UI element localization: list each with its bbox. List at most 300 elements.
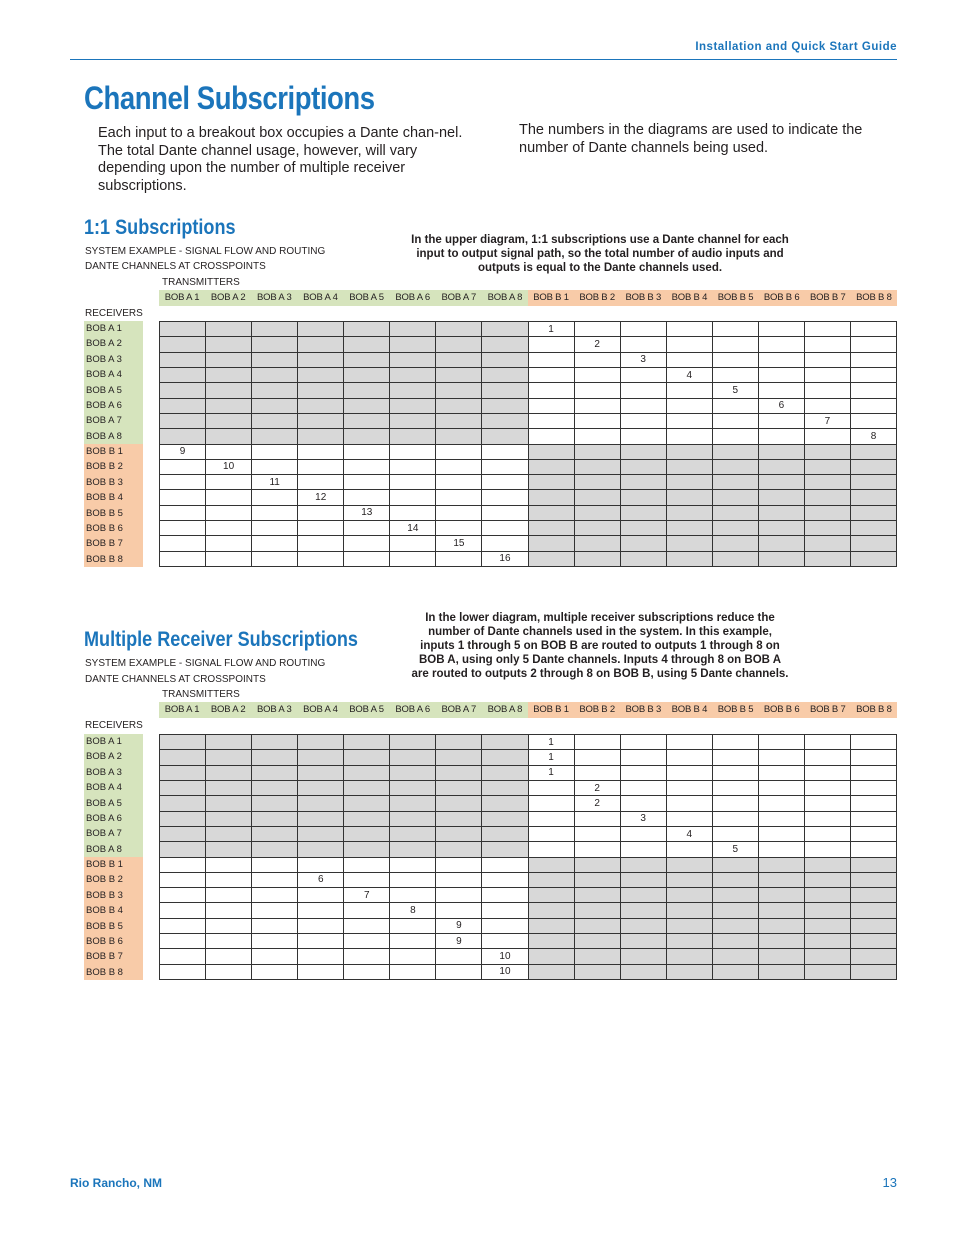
- crosspoint-cell: 4: [667, 368, 713, 383]
- crosspoint-cell: [252, 949, 298, 964]
- crosspoint-cell: [621, 383, 667, 398]
- crosspoint-cell: [713, 552, 759, 567]
- transmitter-header: BOB B 8: [851, 702, 897, 718]
- crosspoint-cell: [344, 750, 390, 765]
- crosspoint-cell: [851, 796, 897, 811]
- crosspoint-cell: [436, 445, 482, 460]
- transmitter-header: BOB A 3: [251, 702, 297, 718]
- crosspoint-cell: 9: [436, 919, 482, 934]
- crosspoint-cell: [621, 322, 667, 337]
- crosspoint-cell: [667, 796, 713, 811]
- crosspoint-cell: [344, 827, 390, 842]
- receiver-label: BOB B 3: [84, 475, 143, 490]
- crosspoint-cell: [298, 888, 344, 903]
- crosspoint-cell: [713, 414, 759, 429]
- crosspoint-cell: [160, 383, 206, 398]
- transmitter-header: BOB A 6: [390, 702, 436, 718]
- crosspoint-cell: [759, 506, 805, 521]
- diagram1-receiver-column: [84, 321, 143, 567]
- crosspoint-cell: [575, 383, 621, 398]
- crosspoint-cell: [482, 781, 528, 796]
- crosspoint-cell: [206, 735, 252, 750]
- receiver-label: BOB B 3: [84, 888, 143, 903]
- receiver-label: BOB A 8: [84, 429, 143, 444]
- crosspoint-cell: [713, 934, 759, 949]
- crosspoint-cell: [575, 445, 621, 460]
- crosspoint-cell: [160, 552, 206, 567]
- crosspoint-cell: [713, 827, 759, 842]
- crosspoint-cell: [344, 842, 390, 857]
- crosspoint-cell: [529, 919, 575, 934]
- crosspoint-cell: [713, 445, 759, 460]
- crosspoint-cell: [298, 812, 344, 827]
- crosspoint-cell: [759, 812, 805, 827]
- crosspoint-cell: 14: [390, 521, 436, 536]
- crosspoint-cell: [805, 536, 851, 551]
- crosspoint-cell: [805, 812, 851, 827]
- crosspoint-cell: [713, 399, 759, 414]
- crosspoint-cell: [482, 812, 528, 827]
- crosspoint-cell: [575, 414, 621, 429]
- crosspoint-cell: [160, 521, 206, 536]
- crosspoint-cell: [805, 490, 851, 505]
- crosspoint-cell: [805, 934, 851, 949]
- crosspoint-cell: [851, 766, 897, 781]
- crosspoint-cell: [667, 888, 713, 903]
- diagram2-heading: Multiple Receiver Subscriptions: [84, 628, 358, 651]
- crosspoint-cell: [805, 750, 851, 765]
- crosspoint-cell: [851, 827, 897, 842]
- crosspoint-cell: [805, 552, 851, 567]
- diagram1-matrix: [159, 321, 897, 567]
- crosspoint-cell: [621, 858, 667, 873]
- crosspoint-cell: [252, 399, 298, 414]
- crosspoint-cell: [298, 383, 344, 398]
- crosspoint-cell: 11: [252, 475, 298, 490]
- crosspoint-cell: [482, 934, 528, 949]
- receiver-label: BOB B 5: [84, 919, 143, 934]
- crosspoint-cell: [759, 750, 805, 765]
- crosspoint-cell: [160, 475, 206, 490]
- header-rule: [70, 59, 897, 60]
- crosspoint-cell: [529, 903, 575, 918]
- crosspoint-cell: [575, 842, 621, 857]
- crosspoint-cell: [667, 429, 713, 444]
- crosspoint-cell: [759, 965, 805, 980]
- transmitter-header: BOB B 2: [574, 290, 620, 306]
- crosspoint-cell: [298, 322, 344, 337]
- diagram2-system-example: SYSTEM EXAMPLE - SIGNAL FLOW AND ROUTING: [85, 658, 326, 669]
- crosspoint-cell: [160, 934, 206, 949]
- crosspoint-cell: 16: [482, 552, 528, 567]
- crosspoint-cell: [805, 322, 851, 337]
- transmitter-header: BOB B 3: [620, 290, 666, 306]
- crosspoint-cell: 2: [575, 781, 621, 796]
- crosspoint-cell: [344, 858, 390, 873]
- crosspoint-cell: [713, 536, 759, 551]
- crosspoint-cell: [390, 949, 436, 964]
- crosspoint-cell: [805, 368, 851, 383]
- crosspoint-cell: [759, 414, 805, 429]
- crosspoint-cell: [805, 873, 851, 888]
- crosspoint-cell: [436, 383, 482, 398]
- crosspoint-cell: [851, 383, 897, 398]
- crosspoint-cell: [482, 903, 528, 918]
- crosspoint-cell: [206, 903, 252, 918]
- crosspoint-cell: [851, 949, 897, 964]
- transmitter-header: BOB A 6: [390, 290, 436, 306]
- crosspoint-cell: [252, 842, 298, 857]
- crosspoint-cell: [529, 353, 575, 368]
- transmitter-header: BOB B 1: [528, 290, 574, 306]
- crosspoint-cell: [344, 460, 390, 475]
- crosspoint-cell: [621, 965, 667, 980]
- crosspoint-cell: [160, 506, 206, 521]
- crosspoint-cell: [436, 842, 482, 857]
- crosspoint-cell: [252, 735, 298, 750]
- intro-right: The numbers in the diagrams are used to indicate the number of Dante channels being used.: [519, 122, 863, 156]
- crosspoint-cell: [482, 766, 528, 781]
- diagram1-receivers-label: RECEIVERS: [85, 308, 143, 319]
- crosspoint-cell: [252, 873, 298, 888]
- crosspoint-cell: [529, 536, 575, 551]
- crosspoint-cell: [529, 399, 575, 414]
- crosspoint-cell: [436, 368, 482, 383]
- crosspoint-cell: [667, 475, 713, 490]
- crosspoint-cell: [298, 368, 344, 383]
- crosspoint-cell: [482, 490, 528, 505]
- crosspoint-cell: [206, 506, 252, 521]
- crosspoint-cell: [252, 414, 298, 429]
- crosspoint-cell: [298, 827, 344, 842]
- crosspoint-cell: [160, 750, 206, 765]
- transmitter-header: BOB B 1: [528, 702, 574, 718]
- crosspoint-cell: [436, 858, 482, 873]
- receiver-label: BOB B 4: [84, 490, 143, 505]
- crosspoint-cell: [851, 873, 897, 888]
- crosspoint-cell: [713, 858, 759, 873]
- crosspoint-cell: [252, 750, 298, 765]
- crosspoint-cell: [621, 337, 667, 352]
- crosspoint-cell: [713, 812, 759, 827]
- crosspoint-cell: [575, 429, 621, 444]
- crosspoint-cell: [206, 858, 252, 873]
- crosspoint-cell: [713, 750, 759, 765]
- crosspoint-cell: [805, 383, 851, 398]
- diagram2-note: In the lower diagram, multiple receiver subscriptions reduce the number of Dante channels used in the system. In this example, inputs 1 through 5 on BOB B are routed to outputs 1 through 8 on BOB A, using only 5 Dante channels. Inputs 4 through 8 on BOB A are routed to outputs 2 through 8 on BOB B, using 5 Dante channels.: [411, 612, 789, 680]
- crosspoint-cell: [390, 399, 436, 414]
- diagram1-system-example: SYSTEM EXAMPLE - SIGNAL FLOW AND ROUTING: [85, 246, 326, 257]
- crosspoint-cell: [805, 858, 851, 873]
- crosspoint-cell: [759, 521, 805, 536]
- crosspoint-cell: [252, 337, 298, 352]
- crosspoint-cell: [529, 521, 575, 536]
- crosspoint-cell: [160, 949, 206, 964]
- crosspoint-cell: [621, 903, 667, 918]
- crosspoint-cell: [344, 873, 390, 888]
- crosspoint-cell: [575, 750, 621, 765]
- transmitter-header: BOB A 1: [159, 702, 205, 718]
- receiver-label: BOB A 2: [84, 336, 143, 351]
- crosspoint-cell: [436, 475, 482, 490]
- crosspoint-cell: [206, 552, 252, 567]
- crosspoint-cell: [667, 460, 713, 475]
- crosspoint-cell: [252, 903, 298, 918]
- crosspoint-cell: [851, 414, 897, 429]
- crosspoint-cell: [344, 429, 390, 444]
- crosspoint-cell: [759, 919, 805, 934]
- crosspoint-cell: 8: [390, 903, 436, 918]
- crosspoint-cell: [482, 873, 528, 888]
- crosspoint-cell: [390, 873, 436, 888]
- crosspoint-cell: [575, 475, 621, 490]
- crosspoint-cell: [713, 873, 759, 888]
- crosspoint-cell: [298, 475, 344, 490]
- transmitter-header: BOB B 2: [574, 702, 620, 718]
- crosspoint-cell: [436, 429, 482, 444]
- crosspoint-cell: [298, 781, 344, 796]
- crosspoint-cell: [805, 919, 851, 934]
- transmitter-header: BOB A 2: [205, 702, 251, 718]
- crosspoint-cell: [805, 796, 851, 811]
- crosspoint-cell: [160, 353, 206, 368]
- crosspoint-cell: [252, 490, 298, 505]
- crosspoint-cell: [344, 368, 390, 383]
- crosspoint-cell: [575, 934, 621, 949]
- crosspoint-cell: [390, 965, 436, 980]
- crosspoint-cell: [206, 521, 252, 536]
- crosspoint-cell: [805, 766, 851, 781]
- crosspoint-cell: [206, 949, 252, 964]
- crosspoint-cell: [851, 858, 897, 873]
- crosspoint-cell: 2: [575, 337, 621, 352]
- crosspoint-cell: [805, 965, 851, 980]
- crosspoint-cell: [252, 827, 298, 842]
- crosspoint-cell: [436, 888, 482, 903]
- crosspoint-cell: [667, 521, 713, 536]
- receiver-label: BOB B 6: [84, 934, 143, 949]
- crosspoint-cell: [667, 536, 713, 551]
- crosspoint-cell: [575, 353, 621, 368]
- crosspoint-cell: 7: [344, 888, 390, 903]
- crosspoint-cell: [851, 521, 897, 536]
- crosspoint-cell: [713, 903, 759, 918]
- crosspoint-cell: [482, 429, 528, 444]
- crosspoint-cell: 8: [851, 429, 897, 444]
- diagram1-transmitter-bar: [159, 290, 897, 306]
- intro-left: Each input to a breakout box occupies a Dante chan-nel. The total Dante channel usage, however, will vary depending upon the number of multiple receiver subscriptions.: [98, 125, 463, 194]
- crosspoint-cell: [529, 827, 575, 842]
- crosspoint-cell: [252, 506, 298, 521]
- crosspoint-cell: [390, 460, 436, 475]
- crosspoint-cell: [436, 460, 482, 475]
- crosspoint-cell: [160, 735, 206, 750]
- crosspoint-cell: [390, 506, 436, 521]
- crosspoint-cell: [713, 322, 759, 337]
- crosspoint-cell: [575, 368, 621, 383]
- crosspoint-cell: [713, 781, 759, 796]
- crosspoint-cell: [482, 383, 528, 398]
- crosspoint-cell: [713, 429, 759, 444]
- crosspoint-cell: [713, 460, 759, 475]
- crosspoint-cell: [206, 368, 252, 383]
- crosspoint-cell: [206, 536, 252, 551]
- crosspoint-cell: [344, 934, 390, 949]
- crosspoint-cell: [436, 750, 482, 765]
- crosspoint-cell: [621, 506, 667, 521]
- crosspoint-cell: [390, 842, 436, 857]
- receiver-label: BOB A 4: [84, 367, 143, 382]
- receiver-label: BOB B 7: [84, 949, 143, 964]
- crosspoint-cell: [436, 337, 482, 352]
- crosspoint-cell: [621, 827, 667, 842]
- diagram2-receivers-label: RECEIVERS: [85, 720, 143, 731]
- crosspoint-cell: [298, 521, 344, 536]
- crosspoint-cell: [298, 353, 344, 368]
- receiver-label: BOB B 1: [84, 444, 143, 459]
- crosspoint-cell: [805, 903, 851, 918]
- crosspoint-cell: [206, 475, 252, 490]
- receiver-label: BOB A 3: [84, 352, 143, 367]
- crosspoint-cell: [206, 322, 252, 337]
- crosspoint-cell: [482, 536, 528, 551]
- crosspoint-cell: [252, 429, 298, 444]
- crosspoint-cell: 3: [621, 353, 667, 368]
- crosspoint-cell: [575, 490, 621, 505]
- crosspoint-cell: [344, 796, 390, 811]
- crosspoint-cell: [851, 322, 897, 337]
- crosspoint-cell: [667, 322, 713, 337]
- crosspoint-cell: [713, 337, 759, 352]
- crosspoint-cell: [344, 337, 390, 352]
- crosspoint-cell: [390, 368, 436, 383]
- crosspoint-cell: [851, 337, 897, 352]
- crosspoint-cell: [344, 965, 390, 980]
- crosspoint-cell: [252, 521, 298, 536]
- crosspoint-cell: [252, 888, 298, 903]
- crosspoint-cell: [390, 383, 436, 398]
- crosspoint-cell: 1: [529, 766, 575, 781]
- crosspoint-cell: [390, 781, 436, 796]
- crosspoint-cell: [482, 475, 528, 490]
- crosspoint-cell: [298, 903, 344, 918]
- crosspoint-cell: [298, 842, 344, 857]
- crosspoint-cell: 5: [713, 842, 759, 857]
- crosspoint-cell: [344, 766, 390, 781]
- crosspoint-cell: [252, 965, 298, 980]
- crosspoint-cell: [390, 429, 436, 444]
- crosspoint-cell: [160, 429, 206, 444]
- crosspoint-cell: [805, 521, 851, 536]
- crosspoint-cell: [298, 506, 344, 521]
- crosspoint-cell: [529, 506, 575, 521]
- crosspoint-cell: [759, 796, 805, 811]
- crosspoint-cell: [482, 460, 528, 475]
- crosspoint-cell: 3: [621, 812, 667, 827]
- crosspoint-cell: [390, 796, 436, 811]
- transmitter-header: BOB A 4: [297, 290, 343, 306]
- crosspoint-cell: [759, 536, 805, 551]
- crosspoint-cell: [805, 399, 851, 414]
- crosspoint-cell: [759, 858, 805, 873]
- crosspoint-cell: [667, 919, 713, 934]
- crosspoint-cell: [621, 414, 667, 429]
- crosspoint-cell: [436, 965, 482, 980]
- crosspoint-cell: [575, 888, 621, 903]
- crosspoint-cell: [851, 903, 897, 918]
- crosspoint-cell: [759, 429, 805, 444]
- crosspoint-cell: [851, 445, 897, 460]
- guide-title: Installation and Quick Start Guide: [695, 41, 897, 53]
- receiver-label: BOB B 5: [84, 506, 143, 521]
- crosspoint-cell: [713, 490, 759, 505]
- crosspoint-cell: [759, 888, 805, 903]
- crosspoint-cell: [621, 873, 667, 888]
- page-title: Channel Subscriptions: [84, 80, 375, 116]
- crosspoint-cell: [759, 934, 805, 949]
- transmitter-header: BOB B 5: [713, 702, 759, 718]
- receiver-label: BOB B 1: [84, 857, 143, 872]
- crosspoint-cell: [759, 766, 805, 781]
- crosspoint-cell: [621, 399, 667, 414]
- crosspoint-cell: [667, 337, 713, 352]
- crosspoint-cell: [298, 414, 344, 429]
- crosspoint-cell: [759, 368, 805, 383]
- crosspoint-cell: [621, 521, 667, 536]
- crosspoint-cell: [482, 506, 528, 521]
- crosspoint-cell: [252, 445, 298, 460]
- crosspoint-cell: [759, 903, 805, 918]
- crosspoint-cell: [621, 552, 667, 567]
- crosspoint-cell: [529, 460, 575, 475]
- crosspoint-cell: [805, 353, 851, 368]
- crosspoint-cell: [206, 429, 252, 444]
- crosspoint-cell: [621, 429, 667, 444]
- crosspoint-cell: [344, 521, 390, 536]
- crosspoint-cell: [160, 368, 206, 383]
- crosspoint-cell: 2: [575, 796, 621, 811]
- crosspoint-cell: [252, 322, 298, 337]
- crosspoint-cell: [206, 796, 252, 811]
- diagram2-matrix: [159, 734, 897, 980]
- transmitter-header: BOB B 3: [620, 702, 666, 718]
- crosspoint-cell: [529, 445, 575, 460]
- crosspoint-cell: [206, 873, 252, 888]
- footer-location: Rio Rancho, NM: [70, 1176, 162, 1190]
- receiver-label: BOB B 7: [84, 536, 143, 551]
- crosspoint-cell: [160, 337, 206, 352]
- transmitter-header: BOB B 8: [851, 290, 897, 306]
- receiver-label: BOB B 6: [84, 521, 143, 536]
- transmitter-header: BOB A 7: [436, 702, 482, 718]
- crosspoint-cell: [436, 827, 482, 842]
- crosspoint-cell: [344, 552, 390, 567]
- crosspoint-cell: [344, 475, 390, 490]
- crosspoint-cell: [390, 919, 436, 934]
- crosspoint-cell: [667, 490, 713, 505]
- crosspoint-cell: [575, 521, 621, 536]
- crosspoint-cell: [206, 445, 252, 460]
- crosspoint-cell: [206, 934, 252, 949]
- crosspoint-cell: [252, 460, 298, 475]
- crosspoint-cell: [575, 506, 621, 521]
- crosspoint-cell: [667, 399, 713, 414]
- crosspoint-cell: [621, 460, 667, 475]
- crosspoint-cell: [298, 735, 344, 750]
- crosspoint-cell: [252, 368, 298, 383]
- crosspoint-cell: [252, 812, 298, 827]
- crosspoint-cell: 6: [759, 399, 805, 414]
